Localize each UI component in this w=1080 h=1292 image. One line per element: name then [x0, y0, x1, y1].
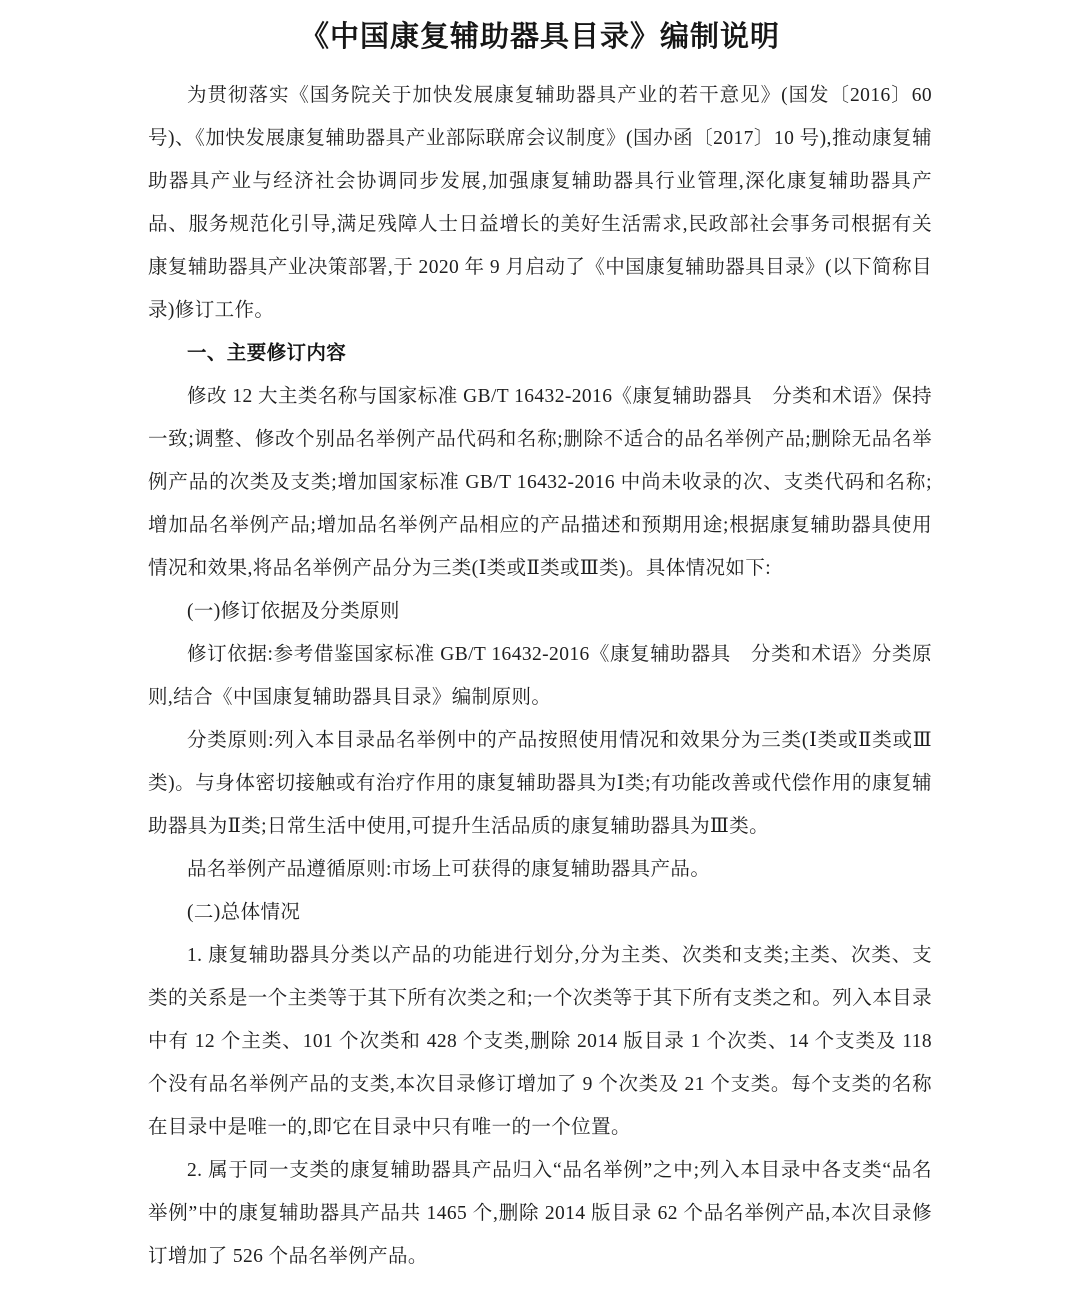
- paragraph-product-example-principle: 品名举例产品遵循原则:市场上可获得的康复辅助器具产品。: [187, 859, 711, 880]
- paragraph-revision-summary: 修改 12 大主类名称与国家标准 GB/T 16432-2016《康复辅助器具 分类和术语》保持一致;调整、修改个别品名举例产品代码和名称;删除不适合的品名举例产品;删除无品名举例产品的次类及支类;增加国家标准 GB/T 16432-2016 中尚未收录的次、支类代码和名称;增加品名举例产品;增加品名举例产品相应的产品描述和预期用途;根据康复辅助器具使用情况和效果,将品名举例产品分为三类(Ⅰ类或Ⅱ类或Ⅲ类)。具体情况如下:: [148, 386, 932, 579]
- document-title: 《中国康复辅助器具目录》编制说明: [299, 21, 780, 53]
- paragraph-intro: 为贯彻落实《国务院关于加快发展康复辅助器具产业的若干意见》(国发〔2016〕60 号)、《加快发展康复辅助器具产业部际联席会议制度》(国办函〔2017〕10 号),推动康复辅助器具产业与经济社会协调同步发展,加强康复辅助器具行业管理,深化康复辅助器具产品、服务规范化引导,满足残障人士日益增长的美好生活需求,民政部社会事务司根据有关康复辅助器具产业决策部署,于 2020 年 9 月启动了《中国康复辅助器具目录》(以下简称目录)修订工作。: [148, 85, 932, 321]
- paragraph-classification-principle: 分类原则:列入本目录品名举例中的产品按照使用情况和效果分为三类(Ⅰ类或Ⅱ类或Ⅲ类)。与身体密切接触或有治疗作用的康复辅助器具为Ⅰ类;有功能改善或代偿作用的康复辅助器具为Ⅱ类;日常生活中使用,可提升生活品质的康复辅助器具为Ⅲ类。: [148, 730, 932, 837]
- subsection-heading-overall-situation: (二)总体情况: [187, 902, 301, 923]
- document-body: [148, 74, 932, 1278]
- paragraph-revision-basis: 修订依据:参考借鉴国家标准 GB/T 16432-2016《康复辅助器具 分类和术语》分类原则,结合《中国康复辅助器具目录》编制原则。: [148, 644, 932, 708]
- section-heading-main-revisions: 一、主要修订内容: [187, 343, 347, 364]
- subsection-heading-revision-basis: (一)修订依据及分类原则: [187, 601, 400, 622]
- paragraph-overall-item-1: 1. 康复辅助器具分类以产品的功能进行划分,分为主类、次类和支类;主类、次类、支类的关系是一个主类等于其下所有次类之和;一个次类等于其下所有支类之和。列入本目录中有 12 个主类、101 个次类和 428 个支类,删除 2014 版目录 1 个次类、14 个支类及 118 个没有品名举例产品的支类,本次目录修订增加了 9 个次类及 21 个支类。每个支类的名称在目录中是唯一的,即它在目录中只有唯一的一个位置。: [148, 945, 932, 1138]
- paragraph-overall-item-2: 2. 属于同一支类的康复辅助器具产品归入“品名举例”之中;列入本目录中各支类“品名举例”中的康复辅助器具产品共 1465 个,删除 2014 版目录 62 个品名举例产品,本次目录修订增加了 526 个品名举例产品。: [148, 1160, 932, 1267]
